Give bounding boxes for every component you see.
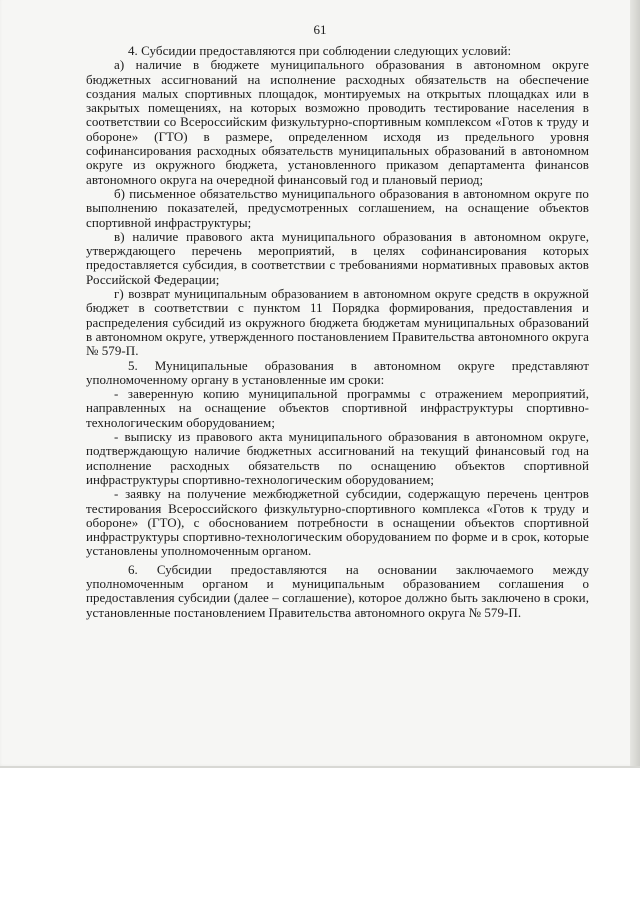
paragraph-clause-4b: б) письменное обязательство муниципального образования в автономном округе по выполнению показателей, предусмотренных соглашением, на оснащение объектов спортивной инфраструктуры; <box>86 185 589 230</box>
page-edge-shadow <box>630 0 640 768</box>
paragraph-clause-4v: в) наличие правового акта муниципального образования в автономном округе, утверждающего перечень мероприятий, в целях софинансирования которых предоставляется субсидия, в соответствии с требованиями нормативных правовых актов Российской Федерации; <box>86 228 589 287</box>
paragraph-clause-5-item-3: - заявку на получение межбюджетной субсидии, содержащую перечень центров тестирования Всероссийского физкультурно-спортивного комплекса «Готов к труду и обороне» (ГТО), с обоснованием потребности в оснащении объектов спортивной инфраструктуры спортивно-технологическим оборудованием по форме и в срок, которые установлены уполномоченным органом. <box>86 486 589 559</box>
paragraph-clause-4g: г) возврат муниципальным образованием в автономном округе средств в окружной бюджет в соответствии с пунктом 11 Порядка формирования, предоставления и распределения субсидий из окружного бюджета бюджетам муниципальных образований в автономном округе, утвержденного постановлением Правительства автономного округа № 579-П. <box>86 286 589 359</box>
paragraph-clause-4: 4. Субсидии предоставляются при соблюдении следующих условий: <box>128 43 512 58</box>
paragraph-clause-4a: а) наличие в бюджете муниципального образования в автономном округе бюджетных ассигнований на исполнение расходных обязательств на обеспечение создания малых спортивных площадок, монтируемых на открытых площадках или в закрытых помещениях, на которых возможно проводить тестирование населения в соответствии со Всероссийским физкультурно-спортивным комплексом «Готов к труду и обороне» (ГТО) в размере, определенном исходя из предельного уровня софинансирования расходных обязательств муниципальных образований в автономном округе из окружного бюджета, установленного приказом департамента финансов автономного округа на очередной финансовый год и плановый период; <box>86 57 589 187</box>
paragraph-clause-6: 6. Субсидии предоставляются на основании заключаемого между уполномоченным органом и муниципальным образованием соглашения о предоставления субсидии (далее – соглашение), которое должно быть заключено в сроки, установленные постановлением Правительства автономного округа № 579-П. <box>86 561 589 620</box>
paragraph-clause-5-item-1: - заверенную копию муниципальной программы с отражением мероприятий, направленных на оснащение объектов спортивной инфраструктуры спортивно-технологическим оборудованием; <box>86 386 589 430</box>
paragraph-clause-5: 5. Муниципальные образования в автономном округе представляют уполномоченному органу в установленные им сроки: <box>86 357 589 387</box>
paragraph-clause-5-item-2: - выписку из правового акта муниципального образования в автономном округе, подтверждающую наличие бюджетных ассигнований на текущий финансовый год на исполнение расходных обязательств по оснащению объектов спортивной инфраструктуры спортивно-технологическим оборудованием; <box>86 429 589 487</box>
page-bottom-edge <box>0 766 640 768</box>
document-body <box>86 44 589 620</box>
page-number: 61 <box>313 22 327 37</box>
